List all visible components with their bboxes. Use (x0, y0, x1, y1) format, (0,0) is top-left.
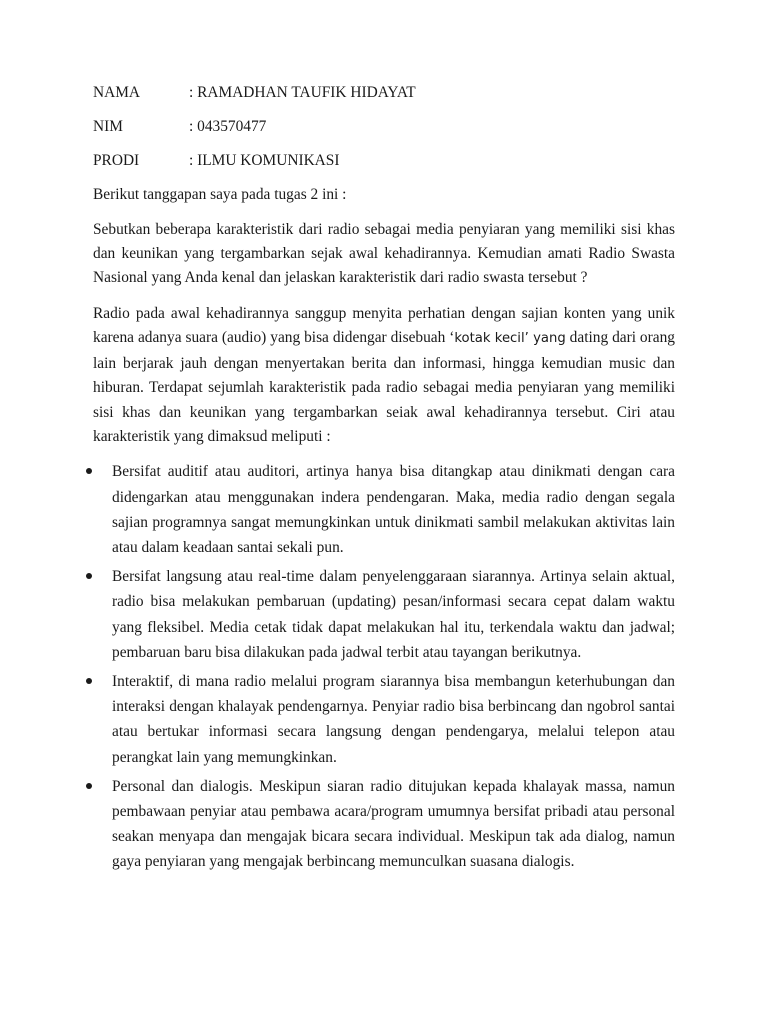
prodi-value: : ILMU KOMUNIKASI (189, 152, 340, 169)
nama-label: NAMA (93, 84, 141, 101)
bullet-icon (86, 678, 92, 684)
answer-highlight-text: kotak kecil’ yang (454, 331, 566, 347)
nama-row (93, 82, 675, 103)
list-item-text: Interaktif, di mana radio melalui program siarannya bisa membangun keterhubungan dan interaksi dengan khalayak pendengarnya. Penyiar radio bisa berbincang dan ngobrol santai atau bertukar informasi secara langsung dengan pendengarya, melalui telepon atau perangkat lain yang memungkinkan. (112, 673, 675, 766)
list-item (93, 774, 675, 875)
bullet-icon (86, 468, 92, 474)
answer-paragraph (93, 302, 675, 449)
bullet-icon (86, 573, 92, 579)
question-paragraph: Sebutkan beberapa karakteristik dari radio sebagai media penyiaran yang memiliki sisi khas dan keunikan yang tergambarkan sejak awal kehadirannya. Kemudian amati Radio Swasta Nasional yang Anda kenal dan jelaskan karakteristik dari radio swasta tersebut ? (93, 221, 675, 286)
answer-text-part1: Radio pada awal kehadirannya sanggup menyita perhatian dengan sajian konten yang unik karena adanya suara (audio) yang bisa didengar disebuah ‘ (93, 305, 675, 347)
list-item (93, 459, 675, 560)
prodi-row (93, 150, 675, 171)
bullet-icon (86, 783, 92, 789)
list-item-text: Bersifat auditif atau auditori, artinya hanya bisa ditangkap atau dinikmati dengan cara didengarkan atau menggunakan indera pendengaran. Maka, media radio dengan segala sajian programnya sangat memungkinkan untuk dinikmati sambil melakukan aktivitas lain atau dalam keadaan santai sekali pun. (112, 463, 675, 557)
document-content (93, 82, 675, 879)
answer-text-part2: dating dari orang lain berjarak jauh dengan menyertakan berita dan informasi, hingga kemudian music dan hiburan. Terdapat sejumlah karakteristik pada radio sebagai media penyiaran yang memiliki sisi khas dan keunikan yang tergambarkan seiak awal kehadirannya tersebut. Ciri atau karakteristik yang dimaksud meliputi : (93, 329, 675, 446)
list-item-text: Personal dan dialogis. Meskipun siaran radio ditujukan kepada khalayak massa, namun pembawaan penyiar atau pembawa acara/program umumnya bersifat pribadi atau personal seakan menyapa dan mengajak bicara secara individual. Meskipun tak ada dialog, namun gaya penyiaran yang mengajak berbincang memunculkan suasana dialogis. (112, 777, 675, 871)
characteristics-list (93, 459, 675, 874)
prodi-label: PRODI (93, 152, 140, 169)
list-item (93, 669, 675, 770)
intro-text: Berikut tanggapan saya pada tugas 2 ini : (93, 186, 347, 203)
list-item-text: Bersifat langsung atau real-time dalam penyelenggaraan siarannya. Artinya selain aktual, radio bisa melakukan pembaruan (updating) pesan/informasi secara cepat dalam waktu yang fleksibel. Media cetak tidak dapat melakukan hal itu, terkendala waktu dan jadwal; pembaruan baru bisa dilakukan pada jadwal terbit atau tayangan berikutnya. (112, 568, 675, 661)
nim-label: NIM (93, 118, 123, 135)
list-item (93, 564, 675, 665)
nim-value: : 043570477 (189, 118, 267, 135)
nim-row (93, 116, 675, 137)
nama-value: : RAMADHAN TAUFIK HIDAYAT (189, 84, 416, 101)
